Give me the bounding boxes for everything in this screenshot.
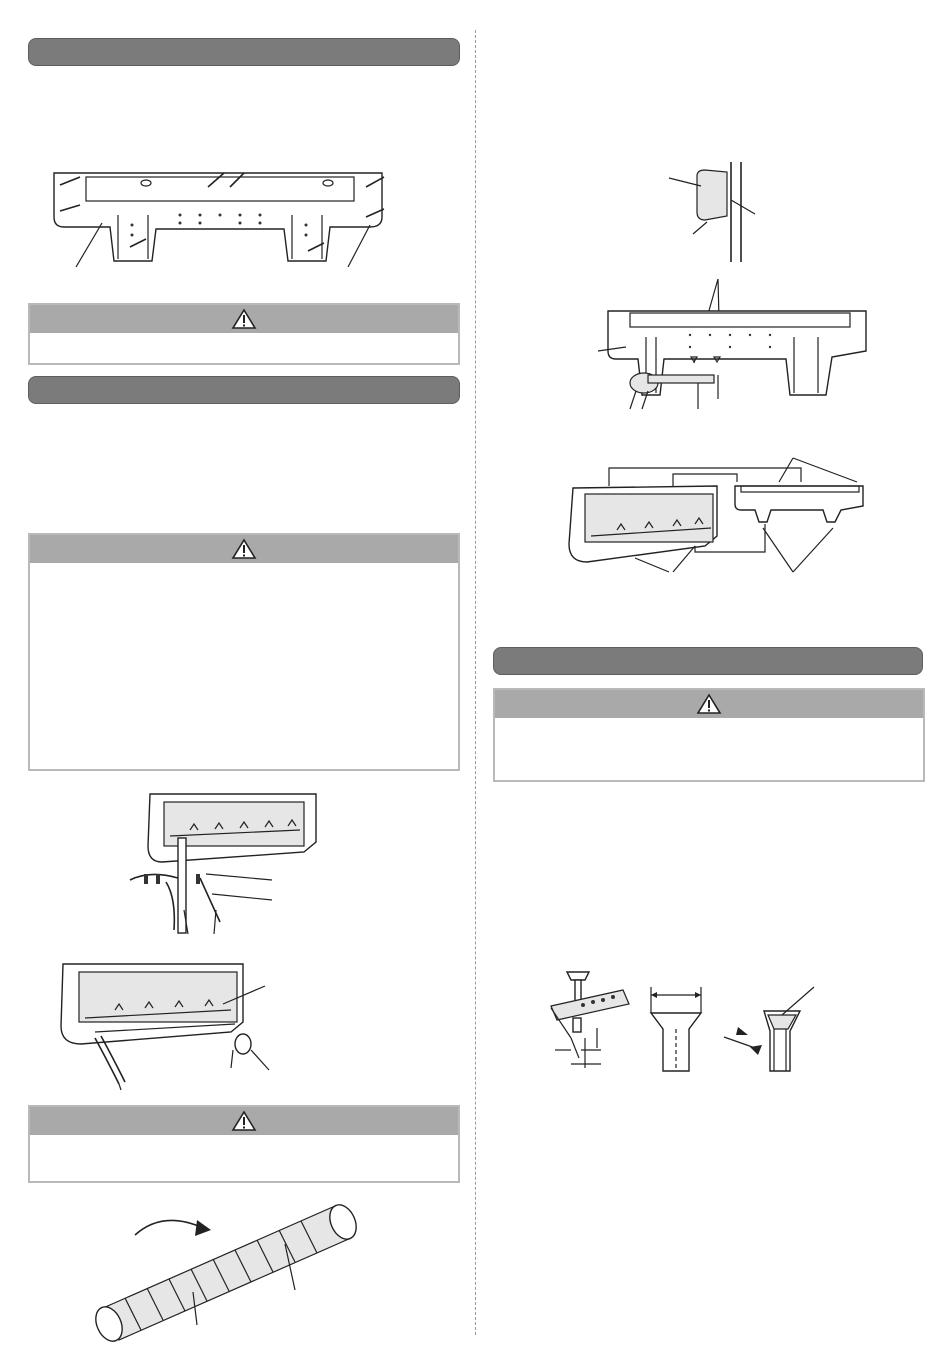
indoor-unit-drain-figure bbox=[55, 960, 280, 1090]
warning-triangle-icon bbox=[232, 1111, 256, 1131]
warning-box-1 bbox=[28, 303, 460, 365]
warning-box-2 bbox=[28, 533, 460, 771]
flare-angle-figure bbox=[718, 985, 828, 1075]
warning-header bbox=[30, 535, 458, 563]
section-bar-left-2 bbox=[28, 376, 460, 404]
indoor-unit-piping-figure bbox=[120, 790, 320, 935]
section-bar-right bbox=[493, 647, 923, 675]
warning-triangle-icon bbox=[232, 309, 256, 329]
wall-section-figure bbox=[665, 160, 765, 265]
warning-box-4 bbox=[493, 688, 925, 782]
warning-header bbox=[30, 1107, 458, 1135]
warning-triangle-icon bbox=[697, 694, 721, 714]
flare-dimension-figure bbox=[645, 985, 710, 1075]
warning-triangle-icon bbox=[232, 539, 256, 559]
warning-box-3 bbox=[28, 1105, 460, 1183]
mounting-plate-figure bbox=[40, 165, 400, 280]
section-bar-mounting-plate bbox=[28, 38, 460, 66]
warning-header bbox=[495, 690, 923, 718]
warning-header bbox=[30, 305, 458, 333]
column-divider bbox=[475, 30, 476, 1335]
unit-hook-figure bbox=[565, 452, 875, 577]
flaring-tool-figure bbox=[545, 968, 645, 1073]
mounting-plate-level-figure bbox=[590, 275, 880, 420]
insulated-pipe-figure bbox=[85, 1200, 385, 1340]
